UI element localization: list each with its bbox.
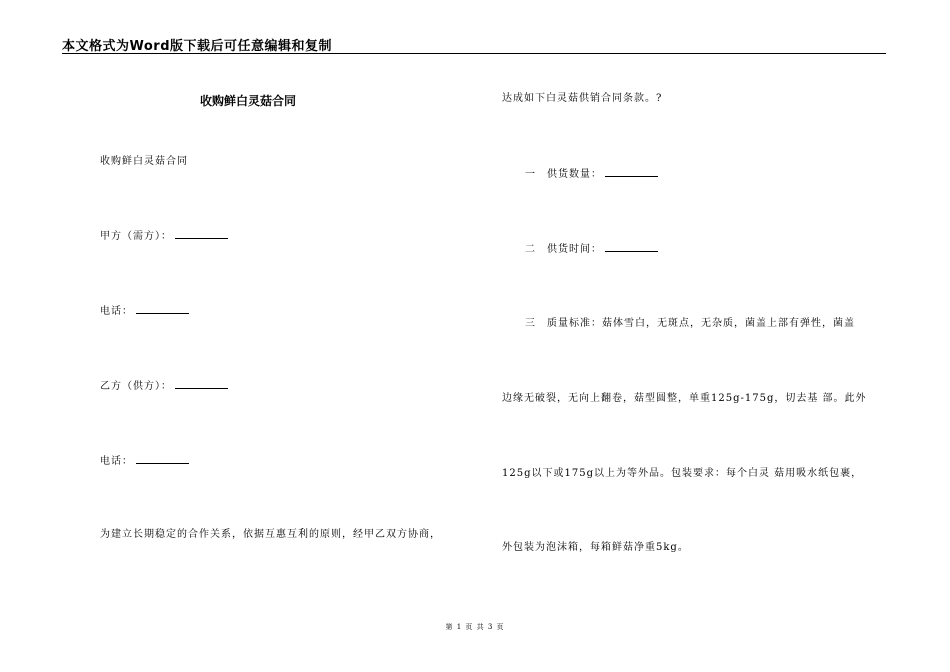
party-a-label: 甲方（需方）： [100,231,172,242]
page-header [62,33,886,54]
supply-quantity-blank [605,167,658,177]
item-supply-time [525,242,658,257]
party-a-blank [175,229,228,239]
item-supply-quantity-label: 一 供货数量： [525,169,602,180]
intro-paragraph: 为建立长期稳定的合作关系，依据互惠互利的原则，经甲乙双方协商， [100,529,441,540]
phone-a-label: 电话： [100,306,133,317]
phone-b-label: 电话： [100,456,133,467]
party-a-line [100,229,228,244]
contract-subtitle: 收购鲜白灵菇合同 [100,156,188,167]
quality-standard-line-1: 三 质量标准：菇体雪白，无斑点，无杂质，菌盖上部有弹性，菌盖 [525,318,855,329]
phone-b-line [100,454,189,469]
document-title: 收购鲜白灵菇合同 [200,94,297,108]
quality-standard-line-4: 外包装为泡沫箱，每箱鲜菇净重5kg。 [502,542,689,553]
quality-standard-line-2: 边缘无破裂，无向上翻卷，菇型圆整，单重125g-175g，切去基 部。此外 [502,393,867,404]
item-supply-quantity [525,167,658,182]
party-b-label: 乙方（供方）： [100,381,172,392]
supply-time-blank [605,242,658,252]
page-number: 第 1 页 共 3 页 [445,623,505,631]
phone-b-blank [136,454,189,464]
party-b-line [100,379,228,394]
header-text: 本文格式为Word版下载后可任意编辑和复制 [62,39,333,54]
intro-continued: 达成如下白灵菇供销合同条款。? [502,93,663,104]
quality-standard-line-3: 125g以下或175g以上为等外品。包装要求：每个白灵 菇用吸水纸包裹， [502,468,863,479]
party-b-blank [175,379,228,389]
phone-a-blank [136,304,189,314]
phone-a-line [100,304,189,319]
item-supply-time-label: 二 供货时间： [525,244,602,255]
